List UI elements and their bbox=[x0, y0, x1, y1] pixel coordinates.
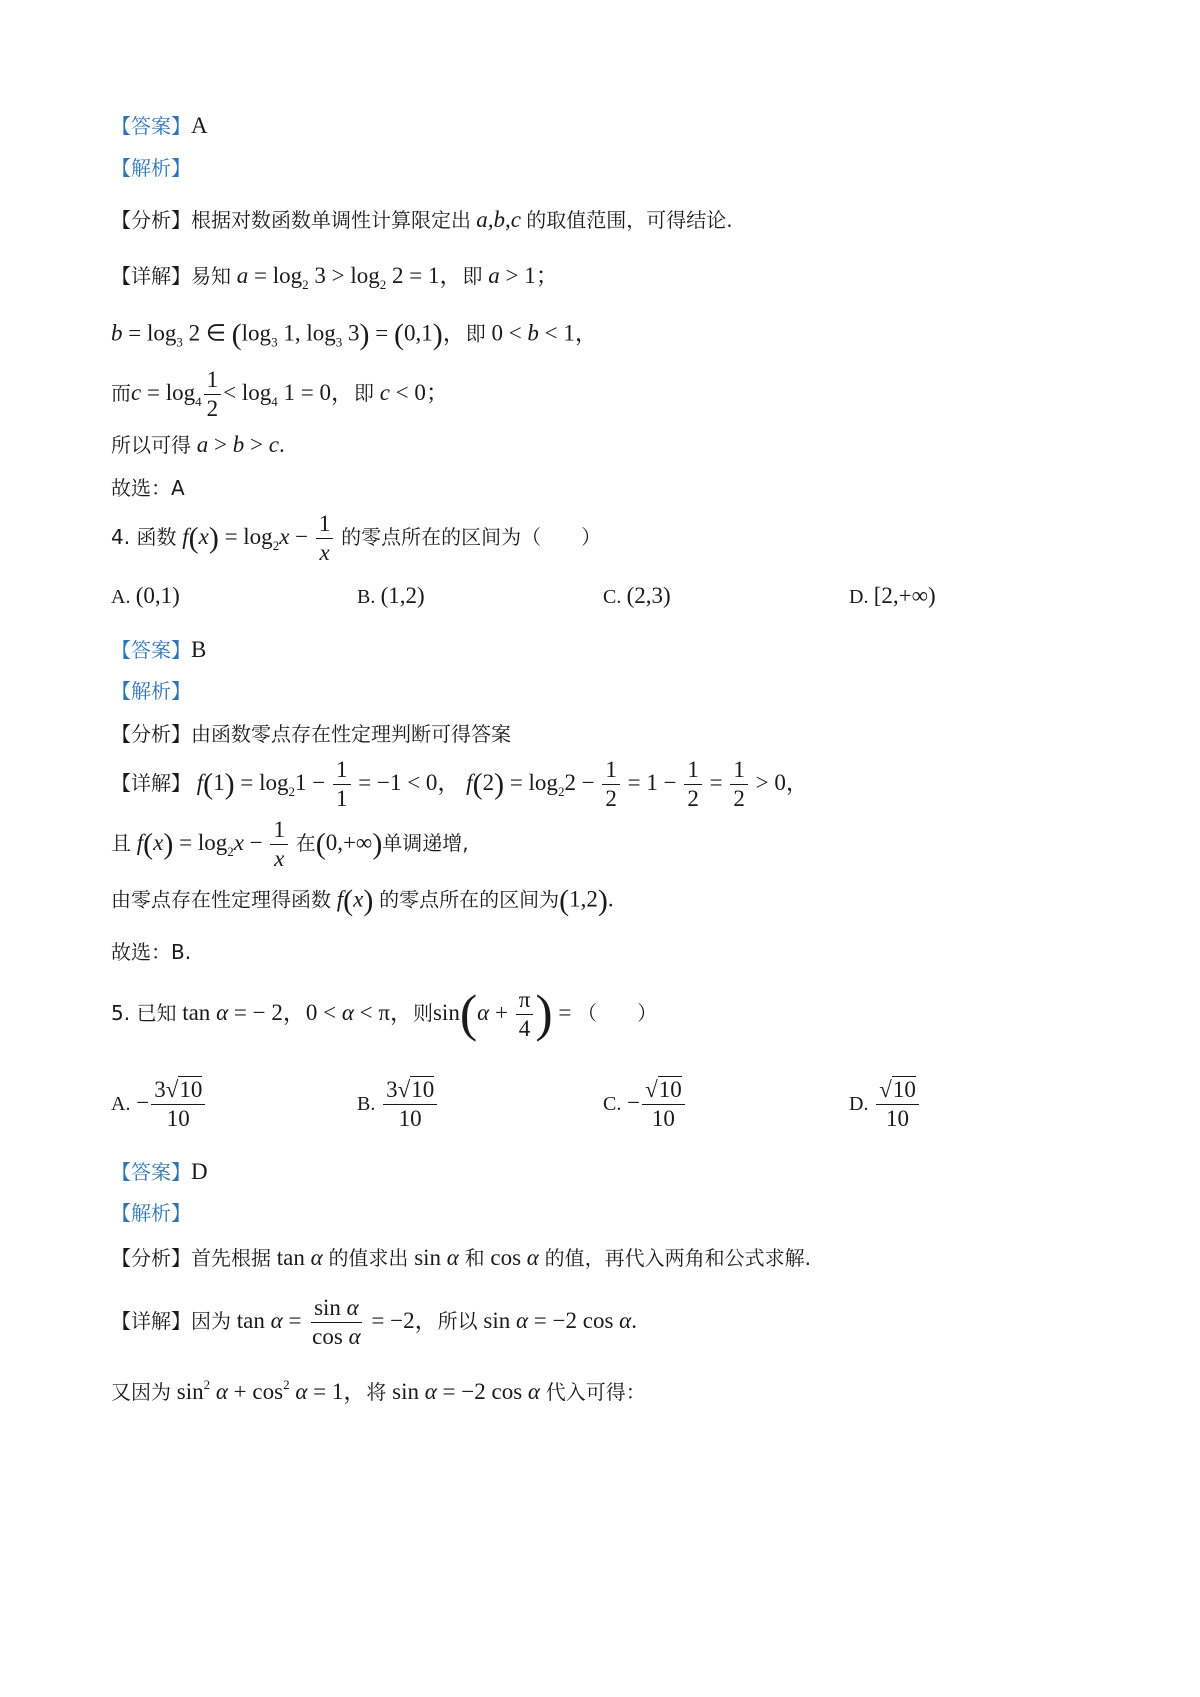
xiangjie-5-line-2: 又因为 $\sin^2 \alpha + \cos^2 \alpha = 1$，将 sin α = −2 cos α 代入可得： bbox=[111, 1377, 646, 1404]
xiangjie-5-line-1: 【详解】因为 tan α = $\frac{\text{sin α}}{\text{cos α}}$ = −2，所以 sin α = −2 cos α. bbox=[111, 1295, 637, 1350]
option-4b[interactable]: B. (1,2) bbox=[357, 583, 425, 608]
option-4d[interactable]: D. [2,+∞) bbox=[849, 583, 936, 608]
question-5-stem: 5. 已知 tan α = − 2，0 < α < π，则sin(α + $\frac{\pi}{4}$ ) = （ ） bbox=[111, 985, 658, 1043]
option-5a[interactable]: A. − $\frac{3√10}{10}$ bbox=[111, 1078, 207, 1131]
option-4a[interactable]: A. (0,1) bbox=[111, 583, 180, 608]
analysis-heading-4: 【解析】 bbox=[111, 679, 191, 703]
answer-tag: 【答案】 bbox=[111, 114, 191, 138]
analysis-heading-5: 【解析】 bbox=[111, 1201, 191, 1225]
xiangjie-4-line-1: 【详解】 $f(1) = \log_21$ − $\frac{1}{1}$ = −1 < 0， $f(2) = \log_22$ − $\frac{1}{2}$ = 1 − $\frac{1}{2}$ = $\frac{1}{2}$ > 0， bbox=[111, 757, 809, 812]
xiangjie-line-2: $b = \log_3 2$ ∈ ($\log_3$ 1, $\log_3 3) = (0,1)$，即 0 < b < 1， bbox=[111, 318, 598, 351]
xiangjie-4-line-2: 且 $f(x) = \log_2x$ − $\frac{1}{x}$ 在(0,+∞)单调递增, bbox=[111, 817, 469, 872]
option-5d[interactable]: D. $\frac{√10}{10}$ bbox=[849, 1078, 921, 1131]
xiangjie-4-line-3: 由零点存在性定理得函数 f(x) 的零点所在的区间为(1,2). bbox=[111, 884, 614, 917]
fenxi-line: 【分析】根据对数函数单调性计算限定出 a,b,c 的取值范围，可得结论. bbox=[111, 207, 733, 232]
xiangjie-line-1: 【详解】易知 $a = \log_2 3 > \log_2 2 = 1$，即 a > 1； bbox=[111, 263, 559, 292]
option-4c[interactable]: C. (2,3) bbox=[603, 583, 671, 608]
choice-line-4: 故选：B. bbox=[111, 940, 192, 964]
analysis-tag: 【解析】 bbox=[111, 156, 191, 180]
fenxi-line-5: 【分析】首先根据 tan α 的值求出 sin α 和 cos α 的值，再代入两角和公式求解. bbox=[111, 1245, 811, 1270]
question-4-stem: 4. 函数 $f(x) = \log_2x$ − $\frac{1}{x}$ 的零点所在的区间为（ ） bbox=[111, 511, 602, 566]
answer-line-4: 【答案】B bbox=[111, 637, 207, 662]
analysis-heading bbox=[111, 158, 191, 179]
option-5b[interactable]: B. $\frac{3√10}{10}$ bbox=[357, 1078, 439, 1131]
answer-line-5: 【答案】D bbox=[111, 1159, 208, 1184]
answer-value: A bbox=[191, 113, 208, 138]
xiangjie-line-3: 而$c = \log_4$ $\frac{1}{2}$ < $\log_4 1 = 0$，即 c < 0； bbox=[111, 367, 449, 422]
choice-line-3: 故选：A bbox=[111, 476, 185, 500]
fenxi-line-4: 【分析】由函数零点存在性定理判断可得答案 bbox=[111, 722, 511, 746]
xiangjie-line-4: 所以可得 a > b > c. bbox=[111, 432, 285, 457]
option-5c[interactable]: C. − $\frac{√10}{10}$ bbox=[603, 1078, 687, 1131]
answer-line-3 bbox=[111, 114, 208, 137]
